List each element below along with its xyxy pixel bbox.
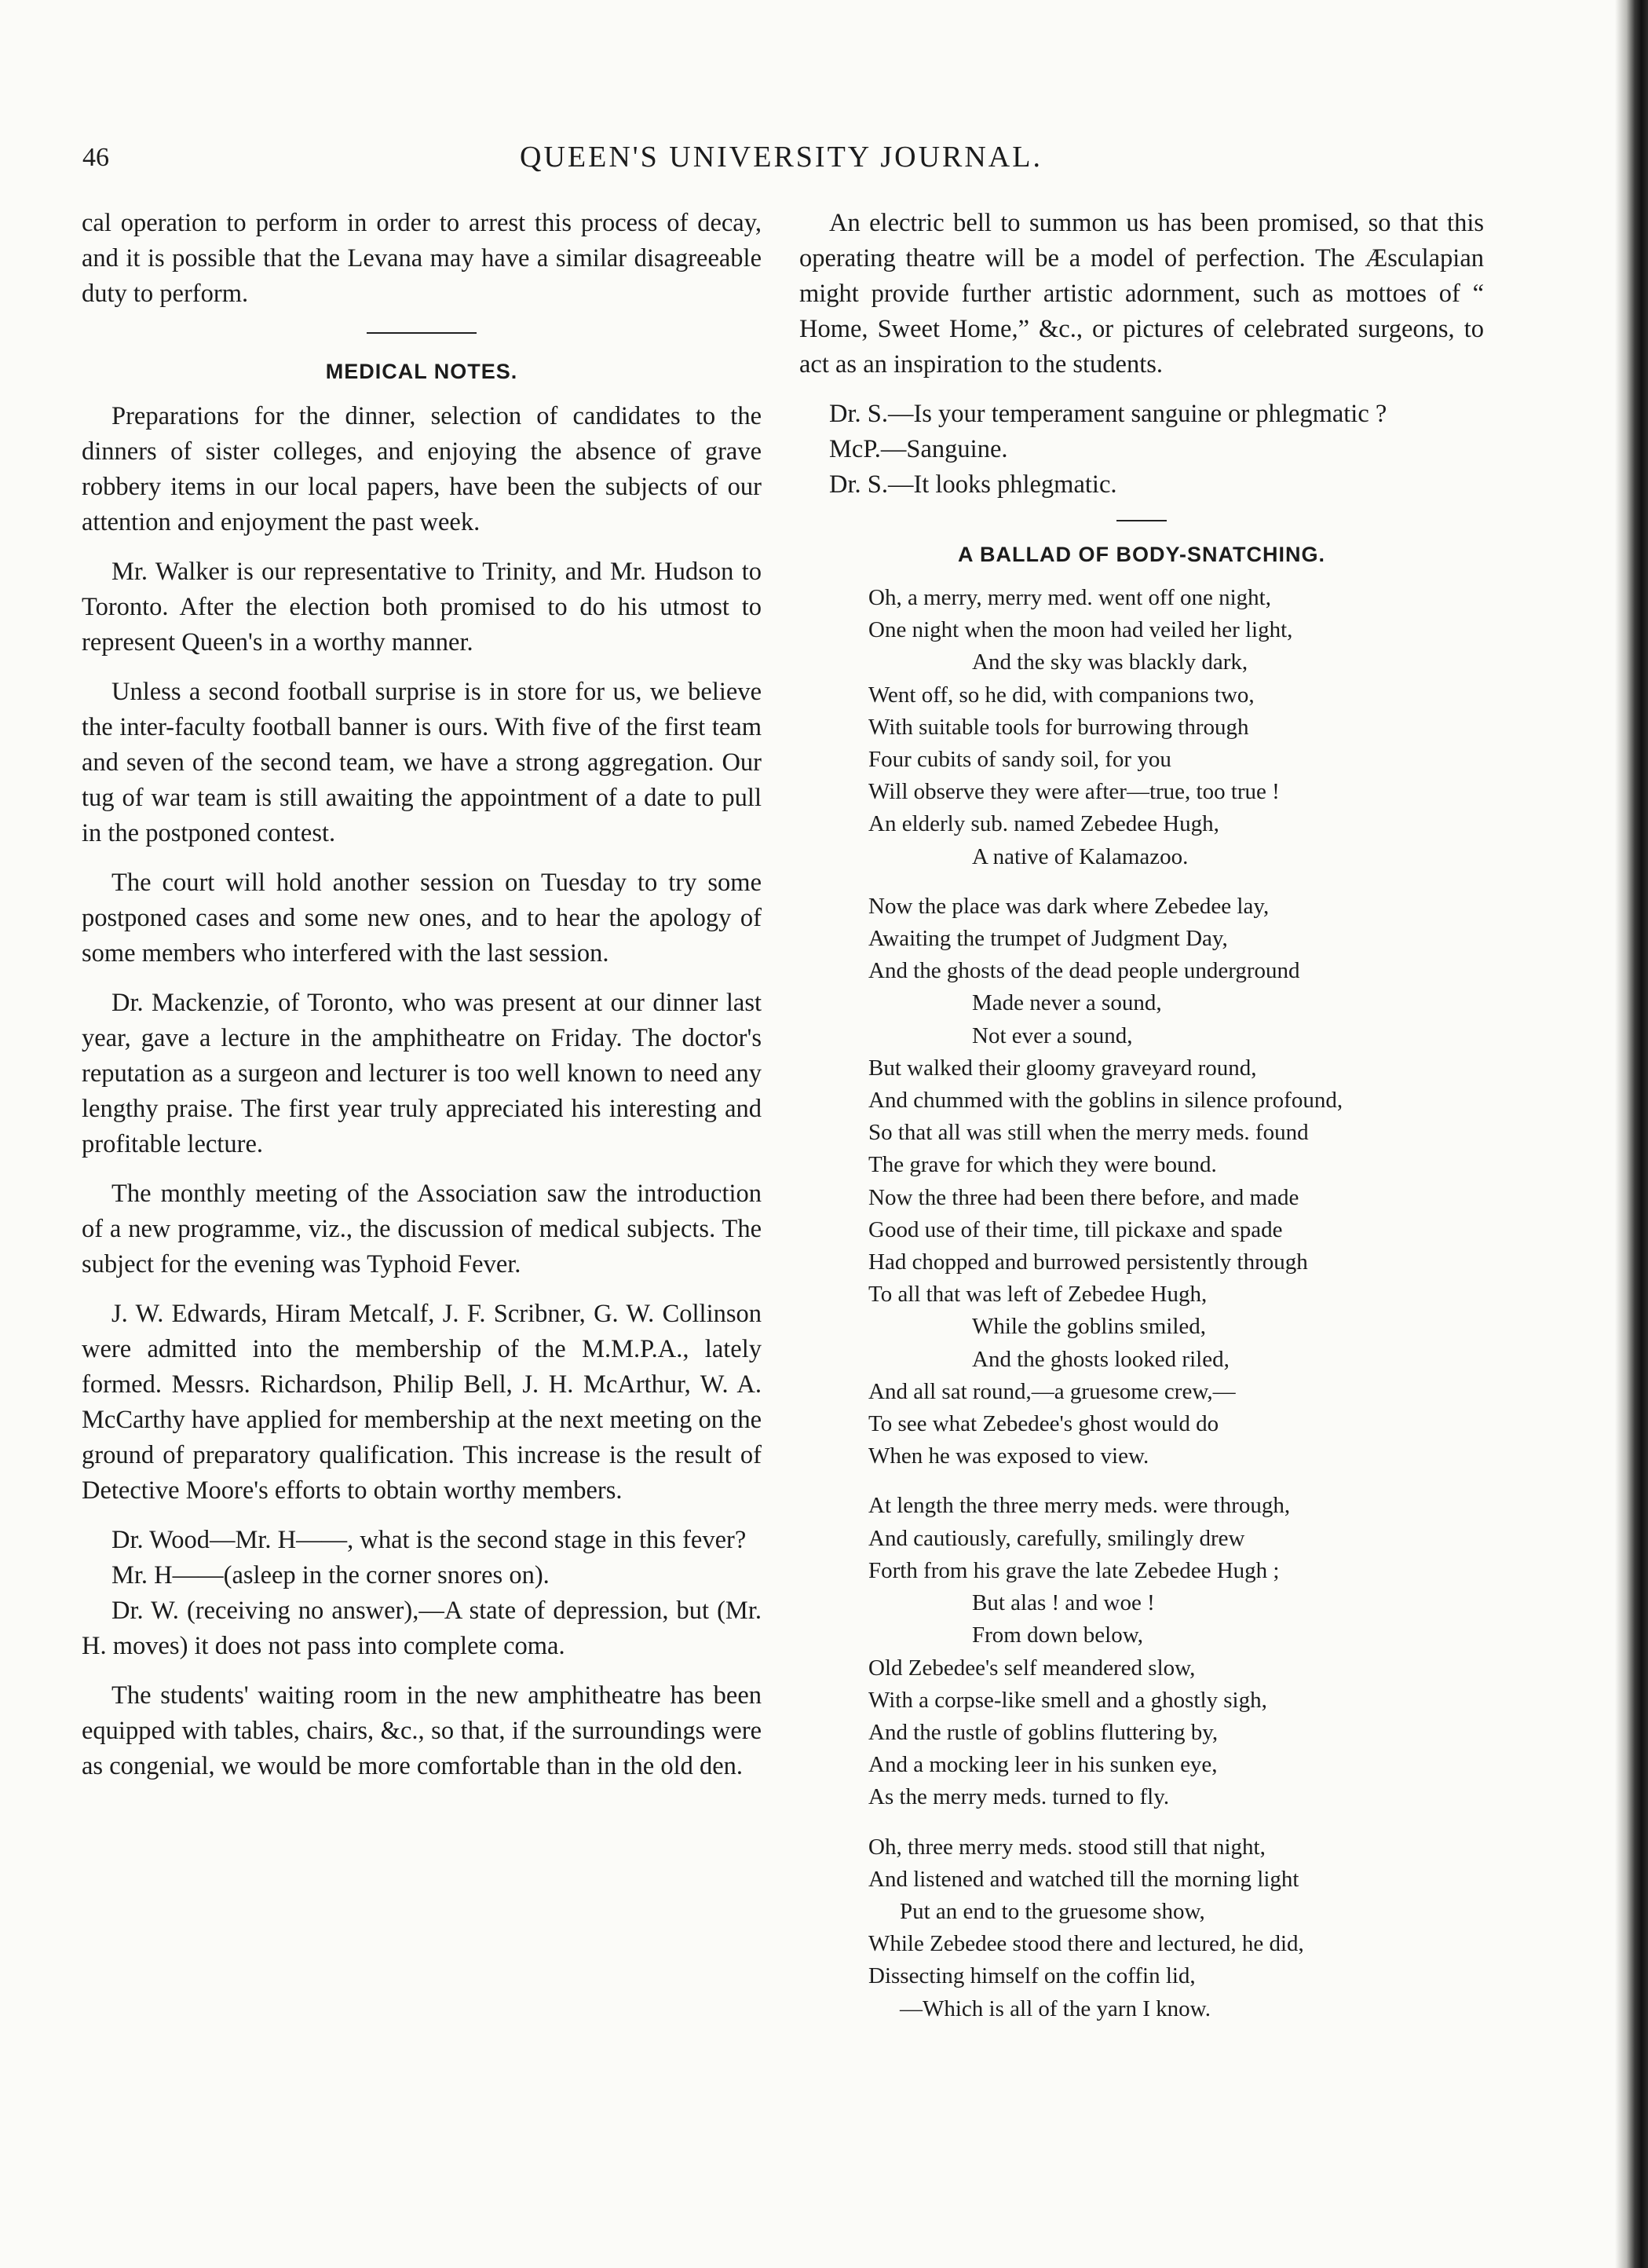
poem-line: And chummed with the goblins in silence profound, bbox=[868, 1088, 1343, 1114]
poem-line: A native of Kalamazoo. bbox=[972, 843, 1189, 869]
poem-line: —Which is all of the yarn I know. bbox=[900, 1995, 1211, 2021]
journal-title: QUEEN'S UNIVERSITY JOURNAL. bbox=[520, 141, 1043, 174]
left-column bbox=[82, 206, 762, 1798]
poem-line: Oh, a merry, merry med. went off one night, bbox=[868, 585, 1271, 610]
article-paragraph: The students' waiting room in the new amphitheatre has been equipped with tables, chairs, &c., so that, if the surroundings were as congenial, we would be more comfortable than in the old den. bbox=[82, 1681, 762, 1780]
article-paragraph: J. W. Edwards, Hiram Metcalf, J. F. Scribner, G. W. Collinson were admitted into the membership of the M.M.P.A., lately formed. Messrs. Richardson, Philip Bell, J. H. McArthur, W. A. McCarthy have applied for membership at the next meeting on the ground of preparatory qualification. This increase is the result of Detective Moore's efforts to obtain worthy members. bbox=[82, 1300, 762, 1505]
poem-line: Awaiting the trumpet of Judgment Day, bbox=[868, 926, 1228, 952]
continued-paragraph: cal operation to perform in order to arrest this process of decay, and it is possible that the Levana may have a similar disagreeable duty to perform. bbox=[82, 209, 762, 308]
poem-line: Will observe they were after—true, too true ! bbox=[868, 779, 1280, 805]
poem-line: As the merry meds. turned to fly. bbox=[868, 1784, 1170, 1810]
section-divider bbox=[1116, 520, 1167, 521]
article-paragraph: The monthly meeting of the Association saw the introduction of a new programme, viz., the discussion of medical subjects. The subject for the evening was Typhoid Fever. bbox=[82, 1180, 762, 1278]
dialogue-line: McP.—Sanguine. bbox=[829, 435, 1008, 463]
poem-stanza bbox=[868, 582, 1484, 873]
dialogue-line: Dr. Wood—Mr. H——, what is the second stage in this fever? bbox=[111, 1526, 747, 1554]
poem-line: Not ever a sound, bbox=[972, 1022, 1133, 1048]
poem-stanza bbox=[868, 891, 1484, 1473]
poem-line: From down below, bbox=[972, 1622, 1144, 1648]
poem-stanza bbox=[868, 1831, 1484, 2025]
ballad-title: A BALLAD OF BODY-SNATCHING. bbox=[958, 543, 1325, 566]
poem-line: Now the place was dark where Zebedee lay, bbox=[868, 893, 1270, 919]
poem-stanza bbox=[868, 1490, 1484, 1813]
dialogue-line: Mr. H——(asleep in the corner snores on). bbox=[111, 1561, 550, 1589]
poem-line: When he was exposed to view. bbox=[868, 1443, 1149, 1469]
dialogue-line: Dr. W. (receiving no answer),—A state of depression, but (Mr. H. moves) it does not pass into complete coma. bbox=[82, 1597, 762, 1660]
poem-line: Oh, three merry meds. stood still that night, bbox=[868, 1834, 1266, 1860]
poem-line: And the ghosts looked riled, bbox=[972, 1346, 1230, 1372]
poem-line: Forth from his grave the late Zebedee Hugh ; bbox=[868, 1557, 1280, 1583]
poem-line: Went off, so he did, with companions two, bbox=[868, 682, 1255, 708]
poem-line: One night when the moon had veiled her light, bbox=[868, 617, 1293, 643]
poem-line: And listened and watched till the morning light bbox=[868, 1866, 1299, 1892]
page-number: 46 bbox=[82, 143, 109, 172]
article-paragraph: Mr. Walker is our representative to Trinity, and Mr. Hudson to Toronto. After the election both promised to do his utmost to represent Queen's in a worthy manner. bbox=[82, 558, 762, 657]
poem-line: But alas ! and woe ! bbox=[972, 1590, 1155, 1616]
poem-line: Good use of their time, till pickaxe and spade bbox=[868, 1216, 1283, 1242]
section-heading: MEDICAL NOTES. bbox=[325, 360, 518, 383]
poem-line: An elderly sub. named Zebedee Hugh, bbox=[868, 811, 1219, 837]
poem-line: To see what Zebedee's ghost would do bbox=[868, 1411, 1219, 1437]
poem-line: With a corpse-like smell and a ghostly sigh, bbox=[868, 1687, 1267, 1713]
dialogue-line: Dr. S.—It looks phlegmatic. bbox=[829, 470, 1117, 499]
poem-line: With suitable tools for burrowing through bbox=[868, 714, 1249, 740]
poem-line: And cautiously, carefully, smilingly drew bbox=[868, 1525, 1245, 1551]
poem-line: And the rustle of goblins fluttering by, bbox=[868, 1719, 1219, 1745]
poem-line: Dissecting himself on the coffin lid, bbox=[868, 1963, 1196, 1989]
poem-line: Four cubits of sandy soil, for you bbox=[868, 747, 1171, 773]
right-column bbox=[799, 206, 1484, 2025]
poem-line: Old Zebedee's self meandered slow, bbox=[868, 1655, 1196, 1681]
section-divider bbox=[367, 332, 477, 334]
poem-line: Now the three had been there before, and made bbox=[868, 1184, 1299, 1210]
poem-line: To all that was left of Zebedee Hugh, bbox=[868, 1282, 1208, 1308]
page-header bbox=[82, 135, 1480, 182]
poem-line: At length the three merry meds. were through, bbox=[868, 1493, 1291, 1519]
scan-edge-shadow bbox=[1615, 0, 1648, 2268]
poem-line: But walked their gloomy graveyard round, bbox=[868, 1055, 1257, 1081]
poem-line: And all sat round,—a gruesome crew,— bbox=[868, 1378, 1236, 1404]
poem-line: And a mocking leer in his sunken eye, bbox=[868, 1752, 1218, 1778]
poem-line: The grave for which they were bound. bbox=[868, 1152, 1217, 1178]
article-paragraph: An electric bell to summon us has been promised, so that this operating theatre will be a model of perfection. The Æsculapian might provide further artistic adornment, such as mottoes of “ Home, Sweet Home,” &c., or pictures of celebrated surgeons, to act as an inspiration to the students. bbox=[799, 209, 1484, 379]
article-paragraph: Dr. Mackenzie, of Toronto, who was present at our dinner last year, gave a lecture in the amphitheatre on Friday. The doctor's reputation as a surgeon and lecturer is too well known to need any lengthy praise. The first year truly appreciated his interesting and profitable lecture. bbox=[82, 989, 762, 1158]
article-paragraph: Unless a second football surprise is in store for us, we believe the inter-faculty football banner is ours. With five of the first team and seven of the second team, we have a strong aggregation. Our tug of war team is still awaiting the appointment of a date to pull in the postponed contest. bbox=[82, 678, 762, 847]
article-paragraph: The court will hold another session on Tuesday to try some postponed cases and some new ones, and to hear the apology of some members who interfered with the last session. bbox=[82, 869, 762, 968]
ballad-poem bbox=[868, 582, 1484, 2025]
poem-line: Made never a sound, bbox=[972, 990, 1162, 1016]
dialogue-line: Dr. S.—Is your temperament sanguine or phlegmatic ? bbox=[829, 400, 1387, 428]
poem-line: While the goblins smiled, bbox=[972, 1314, 1207, 1340]
poem-line: While Zebedee stood there and lectured, he did, bbox=[868, 1931, 1304, 1957]
poem-line: And the sky was blackly dark, bbox=[972, 649, 1248, 675]
article-paragraph: Preparations for the dinner, selection of candidates to the dinners of sister colleges, and enjoying the absence of grave robbery items in our local papers, have been the subjects of our attention and enjoyment the past week. bbox=[82, 402, 762, 536]
poem-line: Put an end to the gruesome show, bbox=[900, 1898, 1205, 1924]
poem-line: And the ghosts of the dead people underground bbox=[868, 958, 1300, 984]
poem-line: Had chopped and burrowed persistently through bbox=[868, 1249, 1308, 1275]
poem-line: So that all was still when the merry meds. found bbox=[868, 1120, 1309, 1146]
